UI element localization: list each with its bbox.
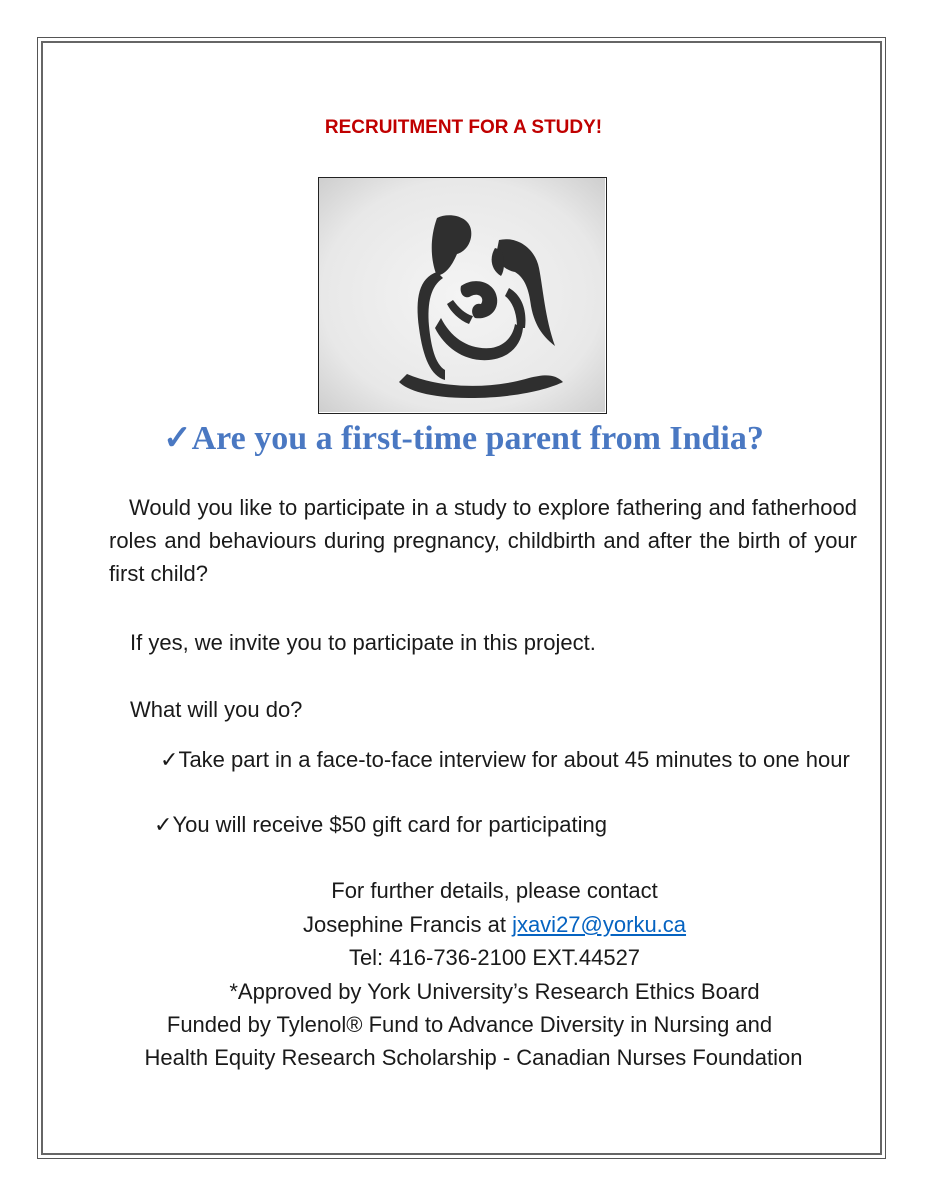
study-logo (318, 177, 607, 414)
intro-text: Would you like to participate in a study to explore fathering and fatherhood roles and behaviours during pregnancy, childbirth and after the birth of your first child? (109, 495, 857, 586)
contact-line: For further details, please contact (331, 878, 658, 903)
parents-baby-illustration (319, 178, 605, 412)
checkmark-icon: ✓ (154, 812, 173, 837)
checkmark-icon: ✓ (163, 420, 192, 457)
bullet-interview-text: Take part in a face-to-face interview for about 45 minutes to one hour (178, 747, 850, 772)
headline-text: Are you a first-time parent from India? (191, 420, 764, 457)
bullet-gift-card (154, 812, 607, 838)
contact-name-line (31, 912, 927, 938)
bullet-gift-card-text: You will receive $50 gift card for participating (172, 812, 607, 837)
contact-phone: Tel: 416-736-2100 EXT.44527 (348, 945, 641, 970)
contact-email-link[interactable]: jxavi27@yorku.ca (512, 912, 687, 937)
page-title: RECRUITMENT FOR A STUDY! (324, 117, 603, 138)
intro-paragraph (109, 491, 857, 590)
bullet-interview (130, 743, 858, 777)
ethics-approval: *Approved by York University’s Research Ethics Board (229, 979, 760, 1004)
question-text: What will you do? (130, 697, 303, 722)
funding-line-1: Funded by Tylenol® Fund to Advance Diversity in Nursing and (166, 1012, 773, 1037)
checkmark-icon: ✓ (160, 747, 179, 772)
contact-name: Josephine Francis at (302, 912, 513, 937)
funding-line-2: Health Equity Research Scholarship - Canadian Nurses Foundation (144, 1045, 803, 1070)
invite-text: If yes, we invite you to participate in this project. (130, 630, 596, 655)
headline (0, 418, 927, 458)
